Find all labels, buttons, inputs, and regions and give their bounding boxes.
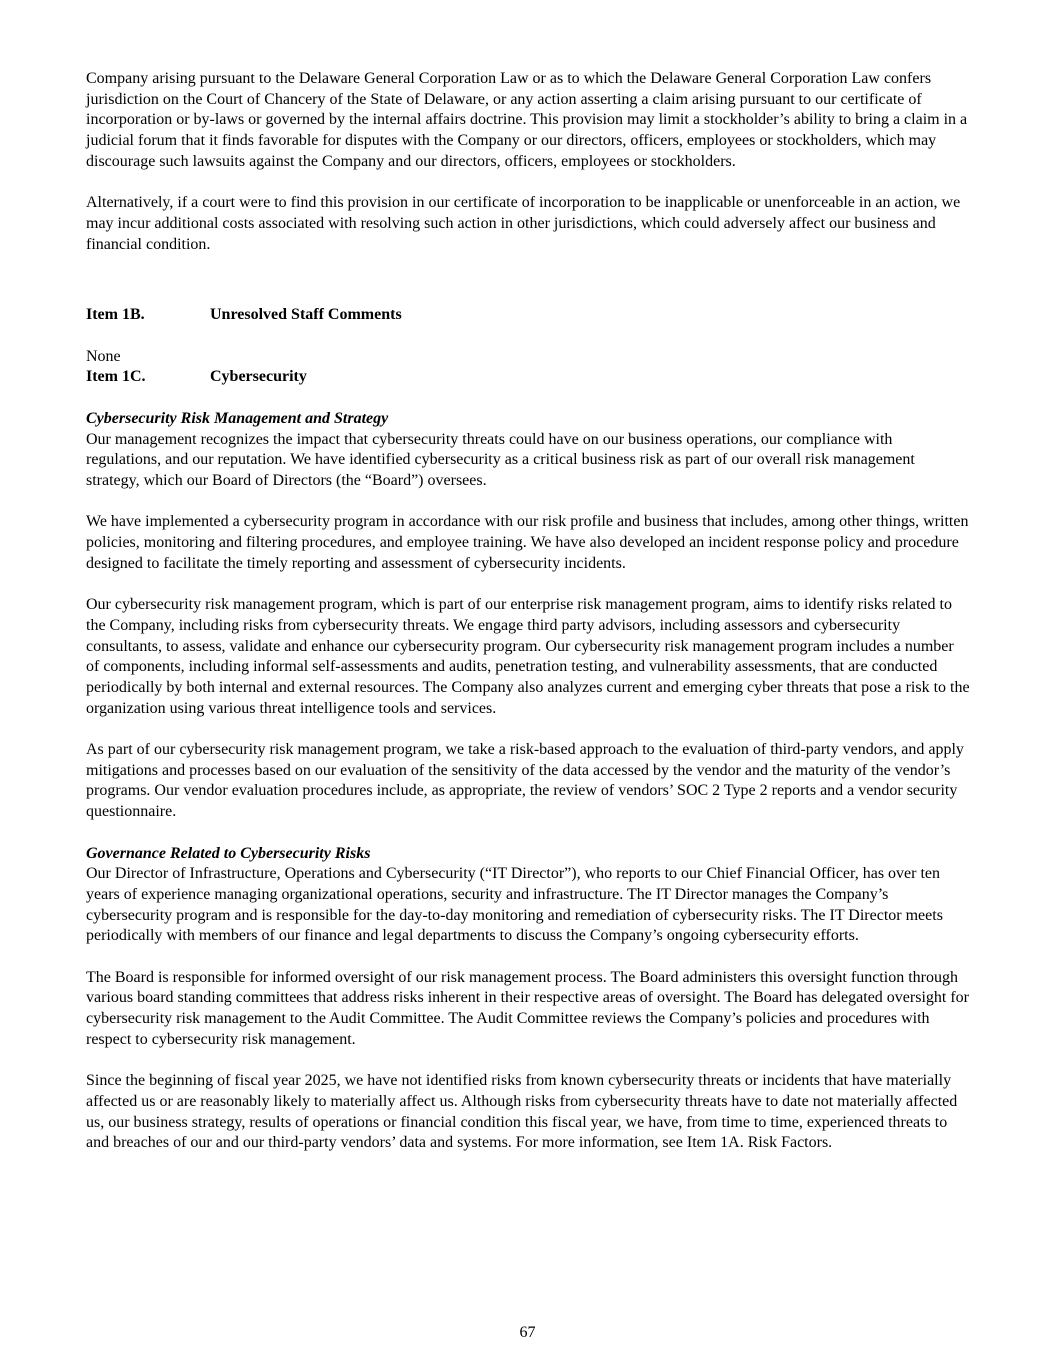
governance-paragraph-2: The Board is responsible for informed oversight of our risk management process. The Board administers this oversight function through various board standing committees that address risks inherent in their respective areas of oversight. The Board has delegated oversight for cybersecurity risk management to the Audit Committee. The Audit Committee reviews the Company’s policies and procedures with respect to cybersecurity risk management. [86,968,969,1048]
item-1c-number: Item 1C. [86,368,146,386]
document-page [86,69,970,1154]
intro-paragraph-2: Alternatively, if a court were to find this provision in our certificate of incorporation to be inapplicable or unenforceable in an action, we may incur additional costs associated with resolving such action in other jurisdictions, which could adversely affect our business and financial condition. [86,194,961,253]
item-1b-heading [86,305,970,326]
governance-paragraph-1: Our Director of Infrastructure, Operations and Cybersecurity (“IT Director”), who reports to our Chief Financial Officer, has over ten years of experience managing organizational operations, security and infrastructure. The IT Director manages the Company’s cybersecurity program and is responsible for the day-to-day monitoring and remediation of cybersecurity risks. The IT Director meets periodically with members of our finance and legal departments to discuss the Company’s ongoing cybersecurity efforts. [86,865,943,945]
item-1b-number: Item 1B. [86,306,145,324]
intro-paragraph-1: Company arising pursuant to the Delaware General Corporation Law or as to which the Delaware General Corporation Law confers jurisdiction on the Court of Chancery of the State of Delaware, or any action asserting a claim arising pursuant to our certificate of incorporation or by-laws or governed by the internal affairs doctrine. This provision may limit a stockholder’s ability to bring a claim in a judicial forum that it finds favorable for disputes with the Company or our directors, officers, employees or stockholders, which may discourage such lawsuits against the Company and our directors, officers, employees or stockholders. [86,70,968,170]
item-1c-heading [86,367,970,388]
page-number: 67 [519,1324,536,1341]
item-1b-body: None [86,347,121,365]
risk-paragraph-3: Our cybersecurity risk management program, which is part of our enterprise risk management program, aims to identify risks related to the Company, including risks from cybersecurity threats. We engage third party advisors, including assessors and cybersecurity consultants, to assess, validate and enhance our cybersecurity program. Our cybersecurity risk management program includes a number of components, including informal self-assessments and audits, penetration testing, and vulnerability assessments, that are conducted periodically by both internal and external resources. The Company also analyzes current and emerging cyber threats that pose a risk to the organization using various threat intelligence tools and services. [86,596,970,717]
item-1b-title: Unresolved Staff Comments [210,306,402,324]
governance-heading: Governance Related to Cybersecurity Risks [86,844,371,862]
governance-paragraph-3: Since the beginning of fiscal year 2025, we have not identified risks from known cybersecurity threats or incidents that have materially affected us or are reasonably likely to materially affect us. Although risks from cybersecurity threats have to date not materially affected us, our business strategy, results of operations or financial condition this fiscal year, we have, from time to time, experienced threats to and breaches of our and our third-party vendors’ data and systems. For more information, see Item 1A. Risk Factors. [86,1072,958,1152]
item-1c-title: Cybersecurity [210,368,307,386]
risk-management-heading: Cybersecurity Risk Management and Strategy [86,409,389,427]
risk-paragraph-4: As part of our cybersecurity risk management program, we take a risk-based approach to the evaluation of third-party vendors, and apply mitigations and processes based on our evaluation of the sensitivity of the data accessed by the vendor and the maturity of the vendor’s programs. Our vendor evaluation procedures include, as appropriate, the review of vendors’ SOC 2 Type 2 reports and a vendor security questionnaire. [86,741,964,821]
risk-paragraph-2: We have implemented a cybersecurity program in accordance with our risk profile and business that includes, among other things, written policies, monitoring and filtering procedures, and employee training. We have also developed an incident response policy and procedure designed to facilitate the timely reporting and assessment of cybersecurity incidents. [86,513,969,572]
risk-paragraph-1: Our management recognizes the impact that cybersecurity threats could have on our business operations, our compliance with regulations, and our reputation. We have identified cybersecurity as a critical business risk as part of our overall risk management strategy, which our Board of Directors (the “Board”) oversees. [86,430,915,489]
